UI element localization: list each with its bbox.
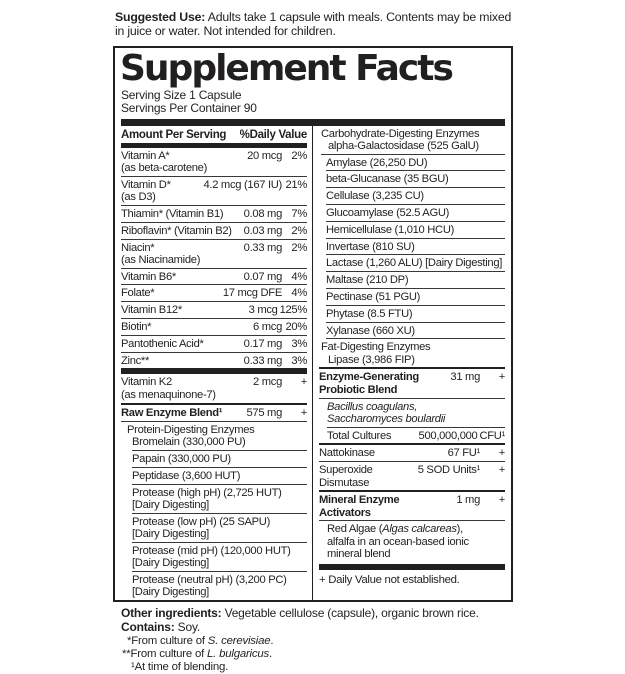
- enzyme-item: Phytase (8.5 FTU): [326, 307, 413, 320]
- nutrient-row-vitamin-d: [121, 177, 307, 206]
- enzyme-item-row: [132, 485, 307, 514]
- nutrient-row-niacin: [121, 240, 307, 269]
- nutrient-row-raw-enzyme-blend: [121, 405, 307, 422]
- nutrient-name-line2: (as D3): [121, 191, 156, 204]
- latin-name: L. bulgaricus: [207, 647, 270, 660]
- enzyme-group-protein: [127, 422, 307, 451]
- nutrient-name: Thiamin* (Vitamin B1): [121, 207, 224, 220]
- nutrient-dv: 2%: [291, 224, 307, 237]
- species-line2: Saccharomyces boulardii: [327, 412, 446, 425]
- footnote-blending: ¹At time of blending.: [131, 660, 229, 673]
- enzyme-item: Protease (neutral pH) (3,200 PC): [132, 573, 287, 586]
- enzyme-item: Lactase (1,260 ALU) [Dairy Digesting]: [326, 257, 503, 270]
- enzyme-item-row: [326, 306, 505, 323]
- nutrient-name: Niacin*: [121, 241, 155, 254]
- red-algae-line2: alfalfa in an ocean-based ionic: [327, 535, 469, 548]
- nutrient-amount: 5 SOD Units¹: [417, 464, 480, 477]
- blend-amount: 575 mg: [246, 407, 282, 420]
- nutrient-name: Riboflavin* (Vitamin B2): [121, 224, 232, 237]
- enzyme-item: Papain (330,000 PU): [132, 452, 231, 465]
- nutrient-row-pantothenic-acid: [121, 336, 307, 353]
- facts-columns: [121, 126, 505, 600]
- nutrient-amount: 0.33 mg: [243, 241, 282, 254]
- red-algae-pre: Red Algae (: [327, 523, 383, 536]
- red-algae-latin: Algas calcareas: [382, 523, 457, 536]
- enzyme-item: beta-Glucanase (35 BGU): [326, 173, 449, 186]
- enzyme-item: Protease (mid pH) (120,000 HUT): [132, 544, 291, 557]
- nutrient-dv: 21%: [285, 178, 307, 191]
- nutrient-name-line2: (as menaquinone-7): [121, 388, 216, 401]
- nutrient-row-vitamin-a: [121, 148, 307, 177]
- left-column: [121, 126, 313, 600]
- suggested-use: [115, 10, 513, 39]
- enzyme-item-line2: [Dairy Digesting]: [132, 557, 209, 570]
- enzyme-item-row: [326, 323, 505, 340]
- enzyme-group-name: Fat-Digesting Enzymes: [321, 341, 431, 354]
- nutrient-name: Zinc**: [121, 354, 150, 367]
- red-algae-line3: mineral blend: [327, 548, 391, 561]
- nutrient-row-thiamin: [121, 206, 307, 223]
- enzyme-item: Pectinase (51 PGU): [326, 290, 421, 303]
- supplement-label-page: [113, 10, 513, 674]
- blend-amount: 1 mg: [456, 494, 480, 507]
- nutrient-row-total-cultures: [327, 428, 505, 444]
- nutrient-row-riboflavin: [121, 223, 307, 240]
- nutrient-row-mineral-activators: [319, 490, 505, 521]
- enzyme-item-row: [326, 272, 505, 289]
- nutrient-amount: 2 mcg: [253, 376, 282, 389]
- enzyme-item: Invertase (810 SU): [326, 240, 415, 253]
- divider-bar-top: [121, 119, 505, 126]
- enzyme-item-row: [132, 572, 307, 600]
- nutrient-dv: 4%: [291, 287, 307, 300]
- nutrient-name: Pantothenic Acid*: [121, 337, 204, 350]
- blend-dv: +: [498, 371, 505, 384]
- daily-value-note: + Daily Value not established.: [319, 574, 460, 587]
- nutrient-name: Biotin*: [121, 321, 152, 334]
- enzyme-item: Peptidase (3,600 HUT): [132, 469, 241, 482]
- enzyme-item-row: [326, 205, 505, 222]
- enzyme-group-name: Carbohydrate-Digesting Enzymes: [321, 127, 480, 140]
- nutrient-row-nattokinase: [319, 443, 505, 462]
- nutrient-amount: 20 mcg: [247, 149, 282, 162]
- nutrient-name: Vitamin B6*: [121, 270, 176, 283]
- column-header: [121, 126, 307, 148]
- header-amount-per-serving: Amount Per Serving: [121, 128, 227, 141]
- red-algae-post: ),: [456, 523, 463, 536]
- enzyme-item-row: [132, 451, 307, 468]
- blend-name-line2: Activators: [319, 506, 371, 519]
- nutrient-amount: 0.07 mg: [243, 270, 282, 283]
- footnote-asterisk: *From culture of S. cerevisiae.: [127, 634, 274, 647]
- enzyme-item: Glucoamylase (52.5 AGU): [326, 206, 450, 219]
- enzyme-item: Maltase (210 DP): [326, 274, 409, 287]
- probiotic-species: [327, 399, 505, 428]
- footnote-double-asterisk: **From culture of L. bulgaricus.: [122, 647, 272, 660]
- nutrient-dv: +: [498, 464, 505, 477]
- enzyme-item-row: [326, 255, 505, 272]
- nutrient-dv: 4%: [291, 270, 307, 283]
- nutrient-dv: 2%: [291, 149, 307, 162]
- nutrient-amount: 0.03 mg: [243, 224, 282, 237]
- enzyme-item-row: [132, 543, 307, 572]
- divider-bar-right: [319, 564, 505, 571]
- enzyme-item: alpha-Galactosidase (525 GalU): [328, 139, 479, 152]
- enzyme-item-row: [326, 289, 505, 306]
- nutrient-amount: 3 mcg: [248, 304, 278, 317]
- blend-amount: 31 mg: [450, 371, 480, 384]
- blend-dv: +: [300, 407, 307, 420]
- contains-label: Contains:: [121, 619, 175, 634]
- blend-dv: +: [498, 494, 505, 507]
- blend-name: Raw Enzyme Blend¹: [121, 407, 223, 420]
- nutrient-dv: 2%: [291, 241, 307, 254]
- nutrient-row-superoxide-dismutase: [319, 462, 505, 490]
- nutrient-row-folate: [121, 285, 307, 302]
- enzyme-item-line2: [Dairy Digesting]: [132, 527, 209, 540]
- nutrient-dv: CFU¹: [479, 429, 505, 442]
- enzyme-item-line2: [Dairy Digesting]: [132, 586, 209, 599]
- servings-per-container: Servings Per Container 90: [121, 101, 257, 115]
- nutrient-amount: 0.17 mg: [243, 337, 282, 350]
- nutrient-row-vitamin-b6: [121, 269, 307, 286]
- nutrient-amount: 4.2 mcg (167 IU): [203, 178, 282, 191]
- label-footer: [121, 607, 513, 674]
- enzyme-item-row: [326, 171, 505, 188]
- enzyme-group-fat: [321, 339, 505, 367]
- enzyme-item-row: [326, 239, 505, 256]
- enzyme-group-name: Protein-Digesting Enzymes: [127, 423, 255, 436]
- contains: [121, 621, 513, 635]
- nutrient-amount: 0.08 mg: [243, 207, 282, 220]
- nutrient-row-probiotic-blend: [319, 367, 505, 398]
- nutrient-dv: 3%: [291, 354, 307, 367]
- enzyme-item: Bromelain (330,000 PU): [132, 436, 246, 449]
- nutrient-dv: 125%: [279, 304, 307, 317]
- nutrient-dv: +: [300, 376, 307, 389]
- nutrient-row-vitamin-b12: [121, 302, 307, 319]
- nutrient-row-vitamin-k2: [121, 374, 307, 402]
- other-ingredients-text: Vegetable cellulose (capsule), organic brown rice.: [224, 605, 479, 620]
- nutrient-amount: 0.33 mg: [243, 354, 282, 367]
- panel-title: Supplement Facts: [120, 47, 452, 89]
- suggested-use-label: Suggested Use:: [115, 10, 206, 24]
- nutrient-name-line2: Dismutase: [319, 476, 370, 489]
- enzyme-item: Protease (low pH) (25 SAPU): [132, 515, 271, 528]
- nutrient-amount: 500,000,000: [418, 429, 478, 442]
- nutrient-name: Total Cultures: [327, 429, 392, 442]
- nutrient-row-biotin: [121, 319, 307, 336]
- serving-size: Serving Size 1 Capsule: [121, 87, 242, 102]
- header-daily-value: %Daily Value: [239, 128, 307, 141]
- nutrient-name: Superoxide: [319, 464, 373, 477]
- species-line1: Bacillus coagulans,: [327, 400, 418, 413]
- nutrient-name-line2: (as beta-carotene): [121, 162, 208, 175]
- nutrient-amount: 17 mcg DFE: [222, 287, 282, 300]
- nutrient-name-line2: (as Niacinamide): [121, 253, 201, 266]
- suggested-use-text: Adults take 1 capsule with meals. Contents may be mixed in juice or water. Not intended for children.: [115, 10, 512, 39]
- supplement-facts-panel: [113, 46, 513, 602]
- nutrient-name: Vitamin A*: [121, 149, 170, 162]
- nutrient-amount: 67 FU¹: [447, 447, 480, 460]
- nutrient-row-zinc: [121, 353, 307, 369]
- nutrient-name: Vitamin D*: [121, 178, 171, 191]
- enzyme-item-row: [132, 468, 307, 485]
- nutrient-name: Nattokinase: [319, 447, 375, 460]
- blend-name: Enzyme-Generating: [319, 371, 419, 384]
- enzyme-item-row: [326, 188, 505, 205]
- enzyme-item-row: [132, 514, 307, 543]
- enzyme-item: Cellulase (3,235 CU): [326, 190, 424, 203]
- blend-name-line2: Probiotic Blend: [319, 383, 398, 396]
- other-ingredients-label: Other ingredients:: [121, 605, 222, 620]
- blend-name: Mineral Enzyme: [319, 494, 400, 507]
- enzyme-item: Amylase (26,250 DU): [326, 156, 428, 169]
- enzyme-item: Xylanase (660 XU): [326, 324, 415, 337]
- enzyme-group-carbohydrate: [321, 126, 505, 155]
- other-ingredients: [121, 607, 513, 621]
- enzyme-item-row: [326, 155, 505, 172]
- enzyme-item: Protease (high pH) (2,725 HUT): [132, 486, 282, 499]
- enzyme-item: Hemicellulase (1,010 HCU): [326, 223, 455, 236]
- nutrient-name: Folate*: [121, 287, 155, 300]
- nutrient-name: Vitamin B12*: [121, 304, 182, 317]
- nutrient-amount: 6 mcg: [253, 321, 282, 334]
- enzyme-item: Lipase (3,986 FIP): [328, 353, 415, 366]
- contains-text: Soy.: [177, 619, 200, 634]
- right-column: [313, 126, 505, 600]
- nutrient-dv: 20%: [285, 321, 307, 334]
- enzyme-item-row: [326, 222, 505, 239]
- nutrient-dv: 3%: [291, 337, 307, 350]
- nutrient-dv: +: [498, 447, 505, 460]
- nutrient-dv: 7%: [291, 207, 307, 220]
- enzyme-item-line2: [Dairy Digesting]: [132, 498, 209, 511]
- latin-name: S. cerevisiae: [207, 634, 271, 647]
- red-algae-description: [327, 521, 505, 561]
- nutrient-name: Vitamin K2: [121, 376, 172, 389]
